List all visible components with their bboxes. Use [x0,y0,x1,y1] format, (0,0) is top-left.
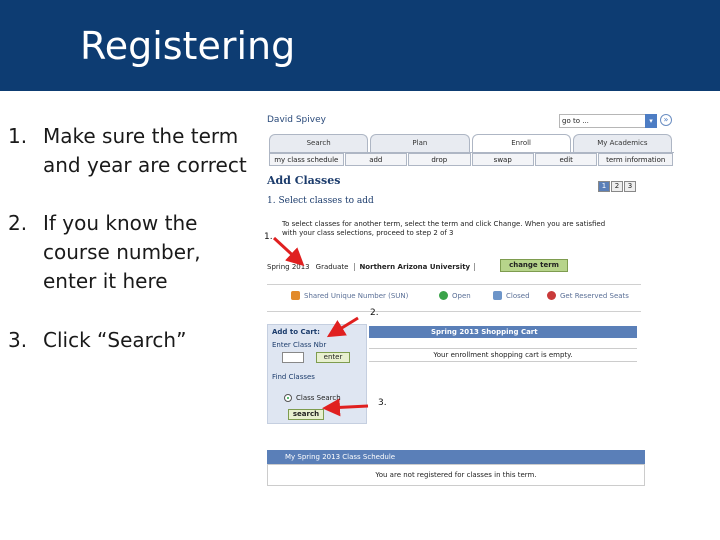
institution-label: Northern Arizona University [354,263,475,271]
shopping-cart-empty-text: Your enrollment shopping cart is empty. [369,348,637,362]
term-label: Spring 2013 [267,262,310,271]
enter-class-nbr-label: Enter Class Nbr [272,341,327,349]
step-1: 1 [598,181,610,192]
tab-plan[interactable]: Plan [370,134,469,152]
registration-screenshot [262,108,678,488]
list-item [8,122,258,180]
list-item-number: 1. [8,124,28,148]
step-3: 3 [624,181,636,192]
class-schedule-header[interactable]: My Spring 2013 Class Schedule [267,450,645,464]
legend-label: Get Reserved Seats [560,291,629,300]
page-heading: Add Classes [267,174,341,187]
tab-my-academics[interactable]: My Academics [573,134,672,152]
cart-title: Add to Cart: [272,328,320,336]
legend-label: Shared Unique Number (SUN) [304,291,409,300]
class-schedule-empty-text: You are not registered for classes in this term. [267,464,645,486]
shopping-cart-header: Spring 2013 Shopping Cart [369,326,637,338]
enter-button[interactable]: enter [316,352,350,363]
list-item-number: 2. [8,211,28,235]
subtab-drop[interactable]: drop [408,153,470,166]
slide-title: Registering [80,24,296,68]
instructions-text: To select classes for another term, select the term and click Change. When you are satisfied with your class selections, proceed to step 2 of 3 [282,220,606,237]
step-2: 2 [611,181,623,192]
list-item [8,326,258,355]
callout-3: 3. [378,398,387,408]
annotation-arrows [262,108,678,488]
user-name: David Spivey [267,115,326,125]
title-bar [0,0,720,91]
list-item-text: Make sure the term and year are correct [43,124,247,177]
list-item [8,209,258,296]
legend-label: Closed [506,291,530,300]
arrow-to-search [328,406,368,408]
class-search-label: Class Search [296,394,341,402]
section-heading: 1. Select classes to add [267,196,374,206]
subtab-swap[interactable]: swap [472,153,534,166]
dropdown-arrow-icon[interactable]: ▾ [645,114,657,128]
search-button[interactable]: search [288,409,324,420]
subtab-edit[interactable]: edit [535,153,597,166]
arrow-to-class-nbr [332,318,358,334]
list-item-text: Click “Search” [43,328,187,352]
find-classes-label: Find Classes [272,373,315,381]
refresh-icon[interactable]: » [660,114,672,126]
list-item-text: If you know the course number, enter it here [43,211,201,293]
subtab-add[interactable]: add [345,153,407,166]
callout-1: 1. [264,232,273,242]
subtab-term-information[interactable]: term information [598,153,673,166]
callout-2: 2. [370,308,379,318]
legend-label: Open [452,291,471,300]
tab-enroll[interactable]: Enroll [472,134,571,152]
goto-select[interactable]: go to ... [559,114,657,128]
subtab-my-class-schedule[interactable]: my class schedule [269,153,344,166]
career-label: Graduate [315,262,349,271]
tab-search[interactable]: Search [269,134,368,152]
change-term-button[interactable]: change term [500,259,568,272]
arrow-to-term [274,238,300,262]
list-item-number: 3. [8,328,28,352]
